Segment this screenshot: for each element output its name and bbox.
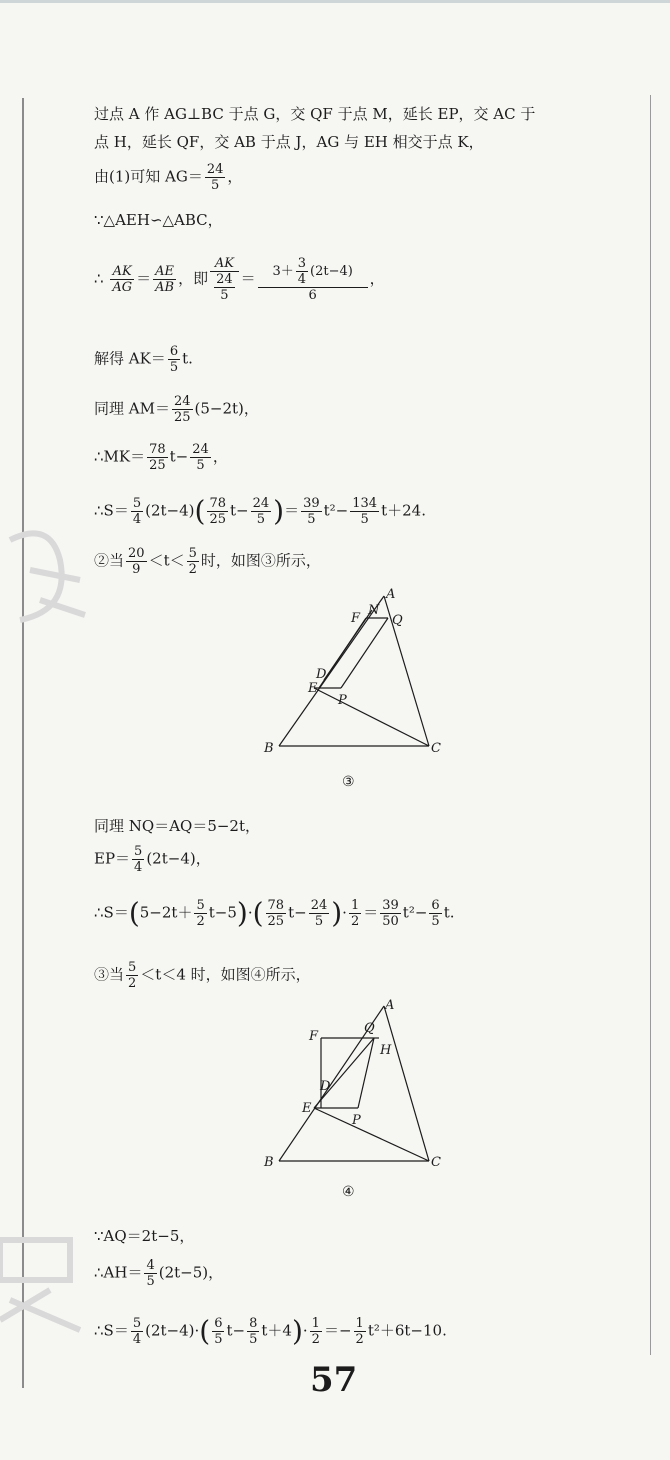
label-N: N (368, 603, 380, 618)
label-B: B (264, 1155, 274, 1170)
label-C: C (431, 1155, 441, 1170)
label-E: E (308, 681, 318, 696)
formula-line: EP＝ $\frac{5}{4}$ (2t−4)， (94, 844, 211, 875)
text-line: ∵△AEH∽△ABC， (94, 211, 223, 229)
label-A: A (386, 588, 396, 602)
page-number: 57 (310, 1360, 358, 1400)
figure-4 (254, 998, 474, 1178)
formula-line: ∴ $\frac{AK}{AG}$ ＝ $\frac{AE}{AB}$ ，即 $\frac{AK}{\frac{24}{5}}$ ＝ 3＋ $\frac{3}{4}$ (2t−4) 6 ， (94, 256, 385, 303)
formula-line: ∴S＝ $\frac{5}{4}$ (2t−4)( $\frac{78}{25}$ t− $\frac{24}{5}$ )＝ $\frac{39}{5}$ t²− $\frac{134}{5}$ t＋24. (94, 494, 426, 528)
label-D: D (320, 1079, 331, 1094)
figure-3-caption: ③ (342, 774, 355, 790)
formula-line: ③当 $\frac{5}{2}$ ＜t＜4 时，如图④所示， (94, 960, 311, 991)
text-line: 过点 A 作 AG⊥BC 于点 G，交 QF 于点 M，延长 EP，交 AC 于 (94, 105, 536, 123)
label-A: A (385, 998, 395, 1013)
text-line: 点 H，延长 QF，交 AB 于点 J，AG 与 EH 相交于点 K， (94, 133, 484, 151)
formula-line: 同理 AM＝ $\frac{24}{25}$ (5−2t)， (94, 394, 259, 425)
formula-line: 由(1)可知 AG＝ $\frac{24}{5}$ ， (94, 162, 243, 193)
formula-line: ∴S＝(5−2t＋ $\frac{5}{2}$ t−5)·( $\frac{78}{25}$ t− $\frac{24}{5}$ )· $\frac{1}{2}$ ＝ $\frac{39}{50}$ t²− $\frac{6}{5}$ t. (94, 896, 455, 930)
top-border (0, 0, 670, 3)
left-margin-rule (22, 98, 24, 1388)
formula-line: 解得 AK＝ $\frac{6}{5}$ t. (94, 344, 193, 375)
formula-line: ∴S＝ $\frac{5}{4}$ (2t−4)·( $\frac{6}{5}$ t− $\frac{8}{5}$ t＋4)· $\frac{1}{2}$ ＝− $\frac{1}{2}$ t²＋6t−10. (94, 1314, 447, 1348)
label-F: F (351, 611, 361, 626)
label-C: C (431, 741, 441, 756)
formula-line: ∴AH＝ $\frac{4}{5}$ (2t−5)， (94, 1258, 224, 1289)
formula-line: ∴MK＝ $\frac{78}{25}$ t− $\frac{24}{5}$ ， (94, 442, 228, 473)
figure-4-caption: ④ (342, 1184, 355, 1200)
label-Q: Q (364, 1021, 375, 1036)
watermark-mark (0, 1220, 100, 1340)
text-line: ∵AQ＝2t−5， (94, 1227, 195, 1245)
label-B: B (264, 741, 274, 756)
label-F: F (309, 1029, 319, 1044)
label-Q: Q (392, 613, 403, 628)
label-P: P (338, 693, 347, 708)
label-E: E (302, 1101, 312, 1116)
right-margin-rule (650, 95, 651, 1355)
text-line: 同理 NQ＝AQ＝5−2t， (94, 817, 261, 835)
label-D: D (316, 667, 327, 682)
figure-3 (254, 588, 474, 788)
label-P: P (352, 1113, 361, 1128)
label-H: H (380, 1043, 392, 1058)
formula-line: ②当 $\frac{20}{9}$ ＜t＜ $\frac{5}{2}$ 时，如图③所示， (94, 546, 321, 577)
watermark-mark (0, 520, 100, 640)
